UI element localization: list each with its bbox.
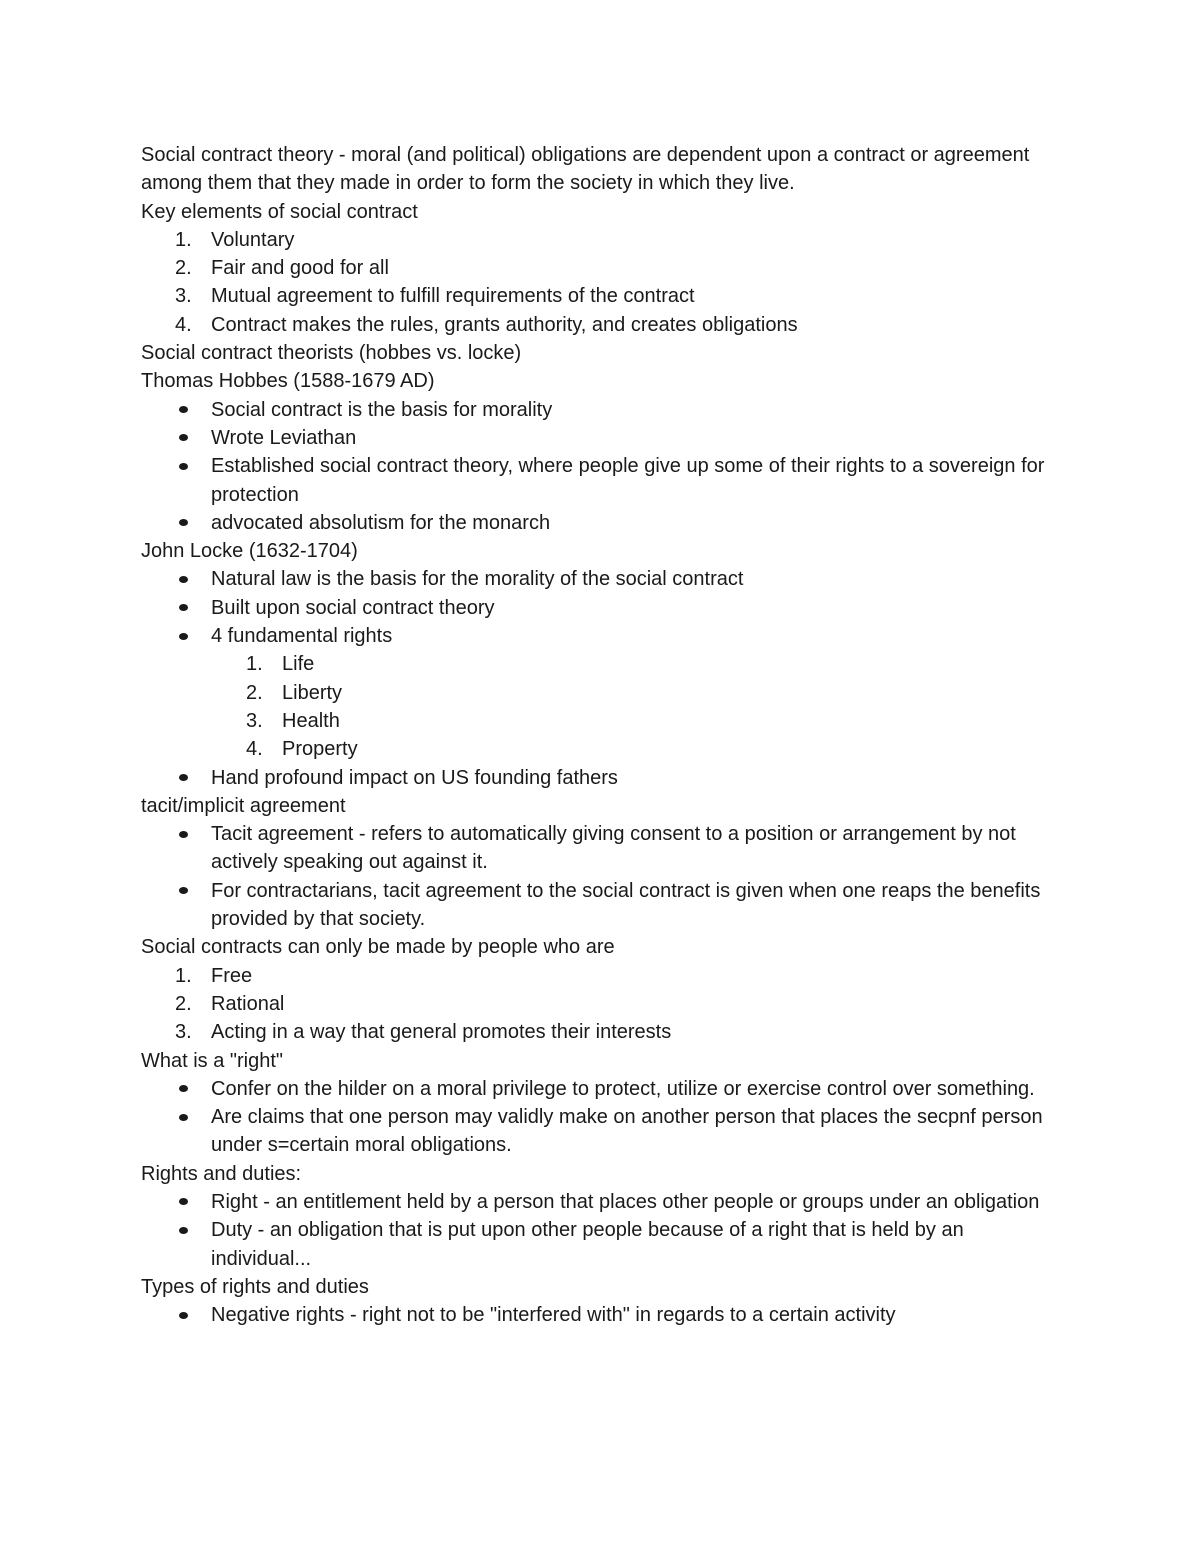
tacit-heading: tacit/implicit agreement — [141, 794, 346, 817]
list-number: 4. — [246, 738, 263, 761]
rights-duties-list — [141, 1188, 1061, 1273]
list-item — [141, 565, 1061, 593]
list-item-text: Tacit agreement - refers to automatically giving consent to a position or arrangement by not actively speaking out against it. — [211, 823, 1016, 874]
list-item-text: Acting in a way that general promotes their interests — [211, 1021, 672, 1044]
list-item — [141, 254, 1061, 282]
bullet-icon — [179, 576, 188, 583]
bullet-icon — [179, 887, 188, 894]
types-heading: Types of rights and duties — [141, 1275, 369, 1298]
list-item — [141, 820, 1061, 877]
list-item-text: Social contract is the basis for morality — [211, 398, 553, 421]
list-item-text: Hand profound impact on US founding fathers — [211, 766, 618, 789]
bullet-icon — [179, 604, 188, 611]
document-page — [141, 141, 1061, 1329]
locke-heading: John Locke (1632-1704) — [141, 540, 358, 563]
nested-list-item — [141, 650, 1061, 678]
bullet-icon — [179, 1227, 188, 1234]
list-number: 2. — [175, 992, 192, 1015]
list-item-text: Mutual agreement to fulfill requirements of the contract — [211, 285, 695, 308]
list-item-text: Are claims that one person may validly make on another person that places the secpnf person under s=certain moral obligations. — [211, 1106, 1043, 1157]
key-elements-heading: Key elements of social contract — [141, 200, 418, 223]
locke-list — [141, 565, 1061, 791]
bullet-icon — [179, 1114, 188, 1121]
hobbes-heading: Thomas Hobbes (1588-1679 AD) — [141, 370, 435, 393]
list-item-text: Wrote Leviathan — [211, 426, 357, 449]
list-item — [141, 424, 1061, 452]
list-item-text: advocated absolutism for the monarch — [211, 511, 551, 534]
list-item — [141, 594, 1061, 622]
bullet-icon — [179, 519, 188, 526]
list-item-text: Confer on the hilder on a moral privilege to protect, utilize or exercise control over something. — [211, 1077, 1035, 1100]
nested-list-item — [141, 735, 1061, 763]
bullet-icon — [179, 434, 188, 441]
rights-duties-heading: Rights and duties: — [141, 1162, 302, 1185]
list-item-text: Free — [211, 964, 253, 987]
list-item — [141, 990, 1061, 1018]
list-item — [141, 962, 1061, 990]
list-item-text: Established social contract theory, where people give up some of their rights to a sovereign for protection — [211, 455, 1045, 506]
list-item-text: 4 fundamental rights — [211, 625, 393, 648]
list-item — [141, 1075, 1061, 1103]
list-item-text: Life — [282, 653, 315, 676]
list-number: 4. — [175, 313, 192, 336]
list-number: 3. — [175, 1021, 192, 1044]
right-heading: What is a "right" — [141, 1049, 284, 1072]
list-item-text: Contract makes the rules, grants authority, and creates obligations — [211, 313, 798, 336]
list-item-text: Built upon social contract theory — [211, 596, 495, 619]
list-item — [141, 396, 1061, 424]
made-by-heading: Social contracts can only be made by people who are — [141, 936, 615, 959]
list-item — [141, 1103, 1061, 1160]
list-item — [141, 1216, 1061, 1273]
list-item — [141, 452, 1061, 509]
list-item-text: Rational — [211, 992, 285, 1015]
list-item-text: Property — [282, 738, 358, 761]
list-item — [141, 282, 1061, 310]
bullet-icon — [179, 831, 188, 838]
list-item — [141, 622, 1061, 650]
bullet-icon — [179, 633, 188, 640]
list-item — [141, 1018, 1061, 1046]
bullet-icon — [179, 1312, 188, 1319]
list-item — [141, 226, 1061, 254]
list-item — [141, 1301, 1061, 1329]
list-item-text: Fair and good for all — [211, 257, 389, 280]
theorists-heading: Social contract theorists (hobbes vs. locke) — [141, 342, 522, 365]
list-item-text: Voluntary — [211, 228, 295, 251]
list-item — [141, 311, 1061, 339]
bullet-icon — [179, 1085, 188, 1092]
tacit-list — [141, 820, 1061, 933]
nested-list-item — [141, 679, 1061, 707]
bullet-icon — [179, 1198, 188, 1205]
hobbes-list — [141, 396, 1061, 537]
types-list — [141, 1301, 1061, 1329]
list-number: 2. — [246, 681, 263, 704]
list-item — [141, 509, 1061, 537]
list-item — [141, 764, 1061, 792]
list-item-text: Right - an entitlement held by a person that places other people or groups under an obligation — [211, 1190, 1040, 1213]
right-list — [141, 1075, 1061, 1160]
list-number: 1. — [246, 653, 263, 676]
made-by-list — [141, 962, 1061, 1047]
list-number: 3. — [246, 709, 263, 732]
list-number: 1. — [175, 964, 192, 987]
list-item-text: For contractarians, tacit agreement to the social contract is given when one reaps the benefits provided by that society. — [211, 879, 1041, 931]
list-item-text: Negative rights - right not to be "interfered with" in regards to a certain activity — [211, 1304, 896, 1327]
list-item-text: Natural law is the basis for the morality of the social contract — [211, 568, 744, 591]
list-number: 3. — [175, 285, 192, 308]
list-number: 1. — [175, 228, 192, 251]
list-number: 2. — [175, 257, 192, 280]
list-item — [141, 877, 1061, 934]
list-item-text: Health — [282, 709, 340, 732]
list-item — [141, 1188, 1061, 1216]
list-item-text: Liberty — [282, 681, 343, 704]
list-item-text: Duty - an obligation that is put upon other people because of a right that is held by an individual... — [211, 1219, 964, 1270]
bullet-icon — [179, 463, 188, 470]
bullet-icon — [179, 406, 188, 413]
nested-list-item — [141, 707, 1061, 735]
key-elements-list — [141, 226, 1061, 339]
bullet-icon — [179, 774, 188, 781]
intro-paragraph: Social contract theory - moral (and political) obligations are dependent upon a contract or agreement among them that they made in order to form the society in which they live. — [141, 144, 1030, 195]
